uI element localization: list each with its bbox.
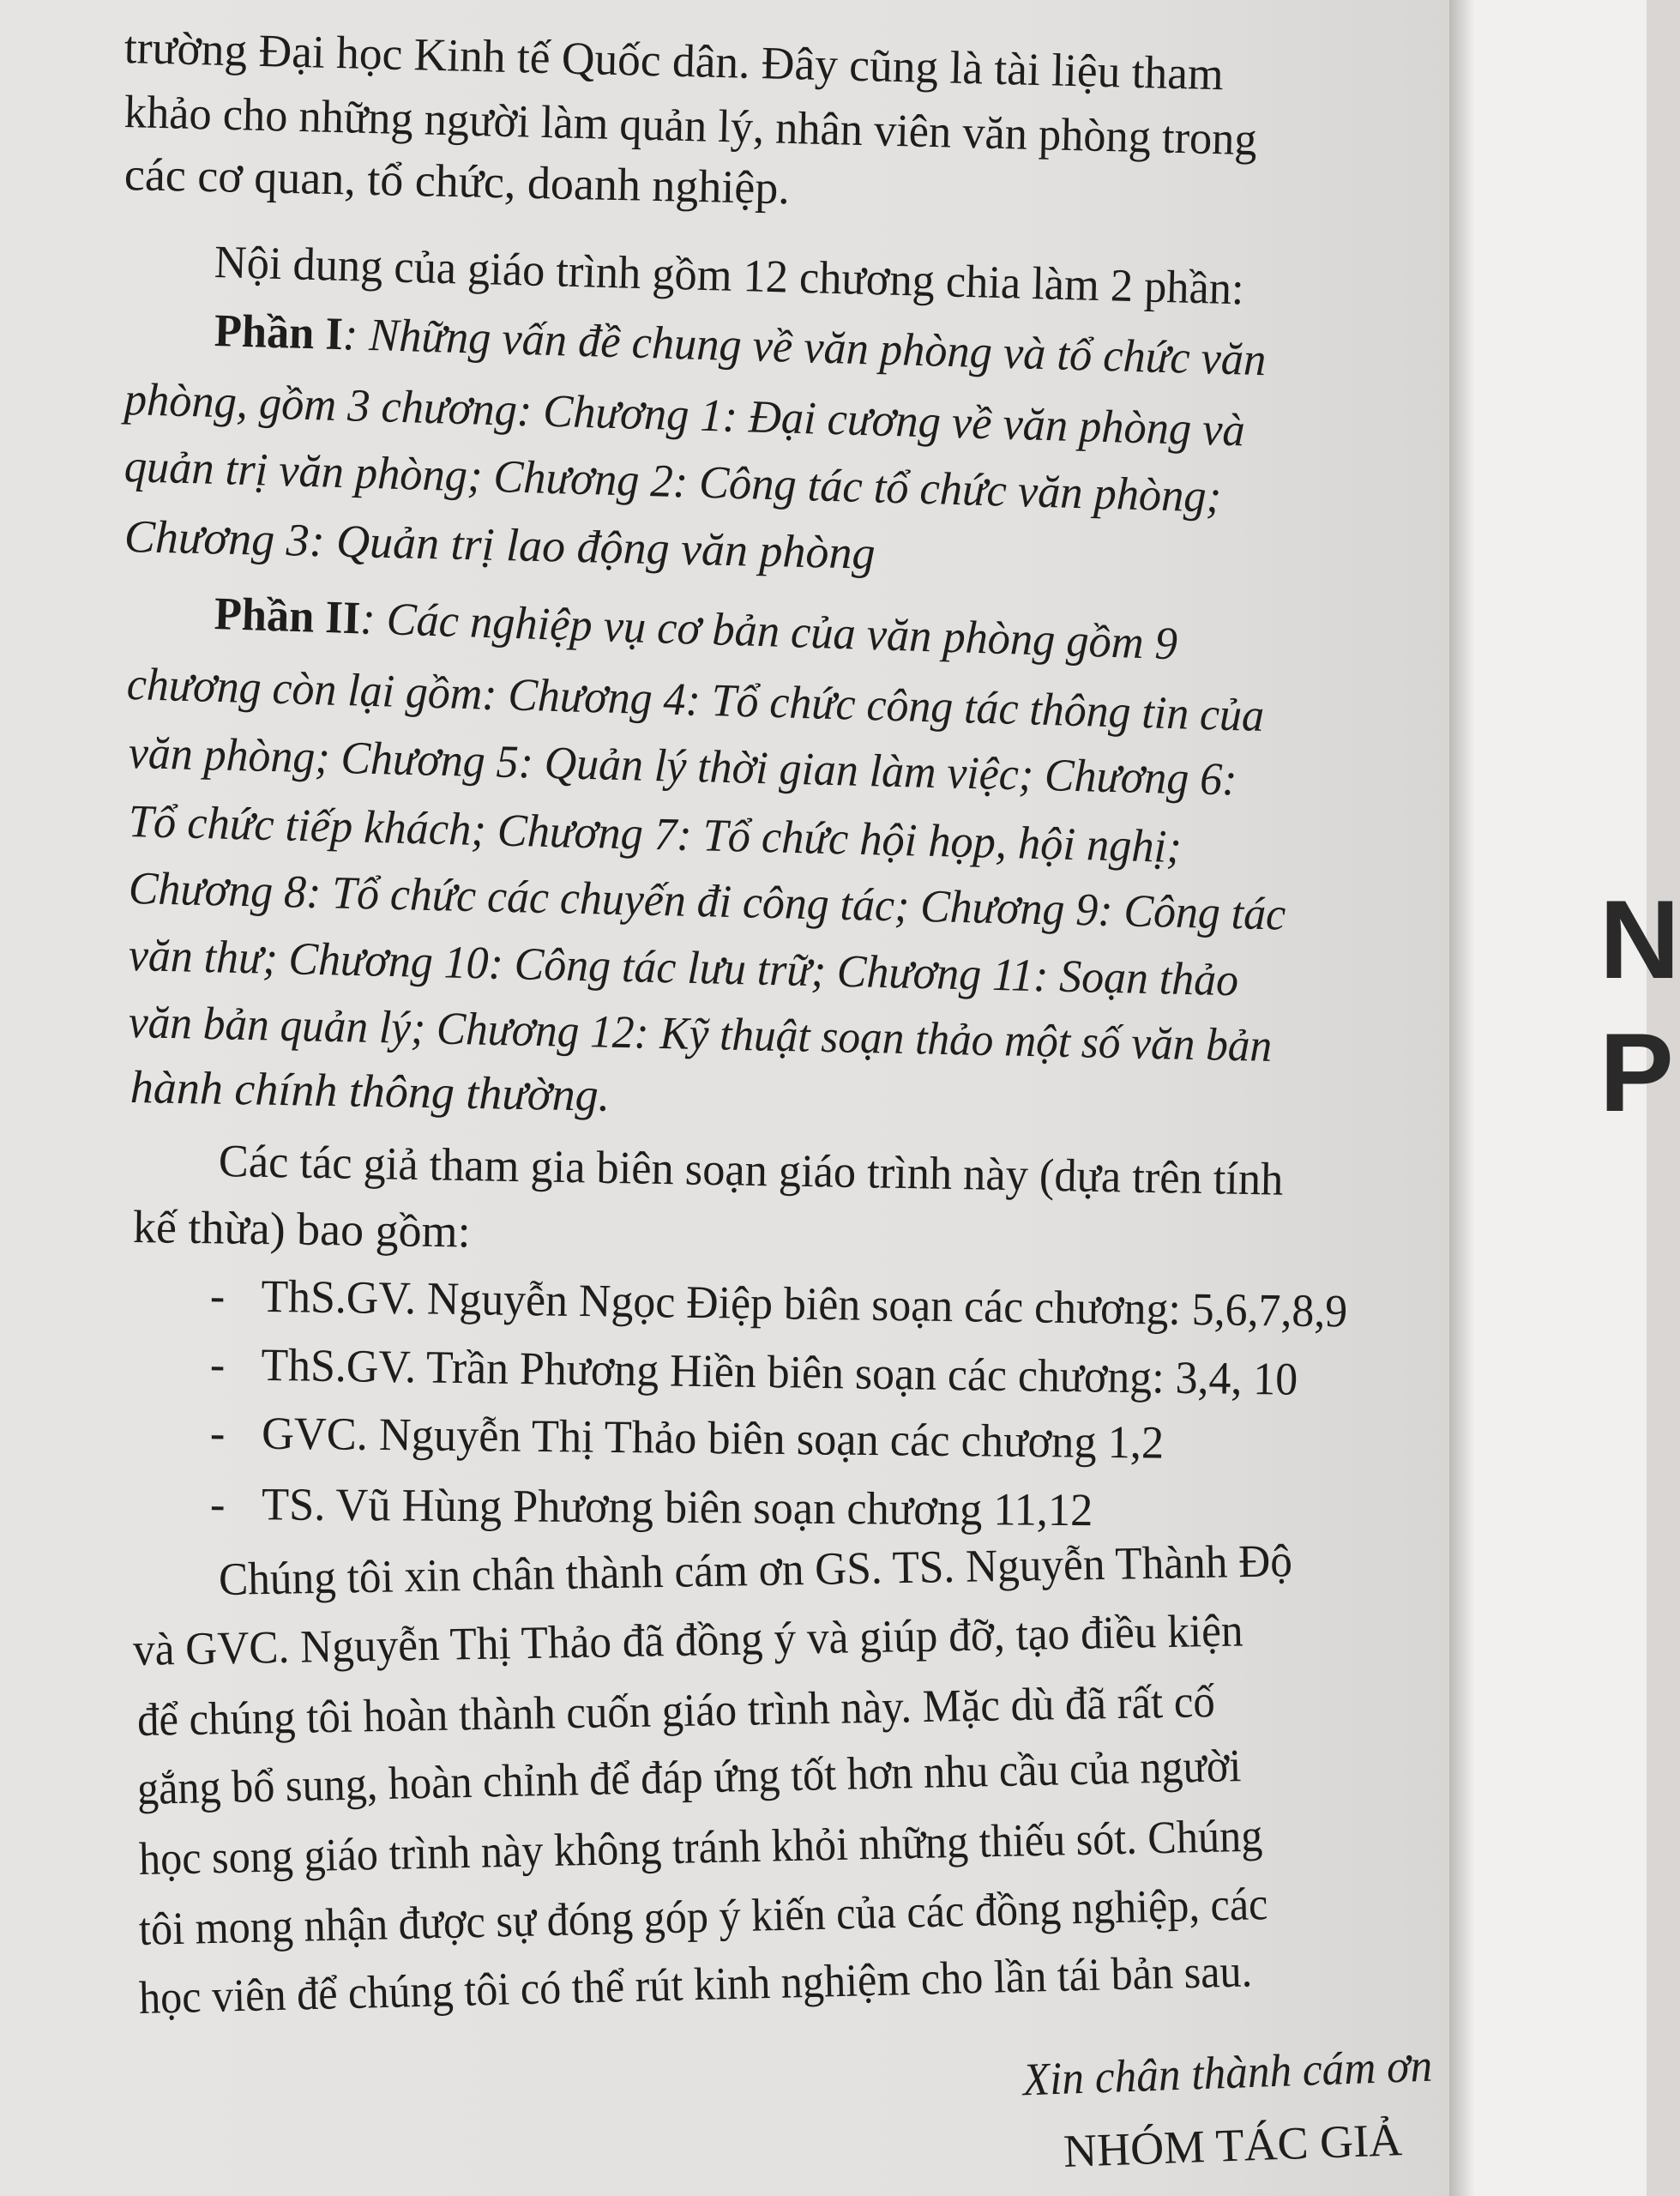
author-text: TS. Vũ Hùng Phương biên soạn chương 11,12 — [261, 1478, 1093, 1536]
text-line: Tổ chức tiếp khách; Chương 7: Tổ chức hội họp, hội nghị; — [128, 795, 1183, 872]
book-page-right — [1475, 0, 1680, 2196]
text-line: văn phòng; Chương 5: Quản lý thời gian làm việc; Chương 6: — [128, 727, 1238, 805]
text-line: Các tác giả tham gia biên soạn giáo trình này (dựa trên tính — [218, 1135, 1284, 1205]
text-line: hành chính thông thường. — [129, 1061, 611, 1121]
part-label: Phần I — [214, 305, 344, 360]
author-item — [210, 1334, 1298, 1409]
heading-letter: N — [1599, 877, 1680, 1002]
dash-bullet: - — [209, 1338, 226, 1391]
text-line: khảo cho những người làm quản lý, nhân viên văn phòng trong — [123, 86, 1258, 166]
text-line: để chúng tôi hoàn thành cuốn giáo trình này. Mặc dù đã rất cố — [136, 1675, 1216, 1746]
text-line: phòng, gồm 3 chương: Chương 1: Đại cương về văn phòng và — [123, 373, 1246, 456]
text-line: quản trị văn phòng; Chương 2: Công tác tổ chức văn phòng; — [123, 440, 1222, 522]
text-line: Chúng tôi xin chân thành cám ơn GS. TS. Nguyễn Thành Độ — [218, 1535, 1293, 1605]
text-line: kế thừa) bao gồm: — [132, 1201, 472, 1258]
text-line: văn thư; Chương 10: Công tác lưu trữ; Chương 11: Soạn thảo — [128, 929, 1239, 1006]
text-line: và GVC. Nguyễn Thị Thảo đã đồng ý và giúp đỡ, tạo điều kiện — [132, 1604, 1244, 1675]
text-line: văn bản quản lý; Chương 12: Kỹ thuật soạn thảo một số văn bản — [128, 996, 1273, 1071]
author-group: NHÓM TÁC GIẢ — [1063, 2114, 1403, 2177]
author-item — [210, 1403, 1165, 1473]
text-line: trường Đại học Kinh tế Quốc dân. Đây cũng là tài liệu tham — [123, 21, 1225, 100]
book-gutter — [1449, 0, 1475, 2196]
heading-letter: P — [1599, 1010, 1674, 1135]
part-title: : Những vấn đề chung về văn phòng và tổ chức văn — [342, 308, 1268, 386]
text-line: chương còn lại gồm: Chương 4: Tổ chức công tác thông tin của — [126, 658, 1265, 742]
author-text: ThS.GV. Nguyễn Ngọc Điệp biên soạn các chương: 5,6,7,8,9 — [261, 1270, 1348, 1337]
text-line: các cơ quan, tổ chức, doanh nghiệp. — [123, 148, 791, 214]
text-line: Chương 3: Quản trị lao động văn phòng — [123, 510, 876, 579]
author-item — [210, 1474, 1093, 1540]
text-line: tôi mong nhận được sự đóng góp ý kiến của các đồng nghiệp, các — [138, 1878, 1268, 1955]
text-line: học viên để chúng tôi có thể rút kinh nghiệm cho lần tái bản sau. — [138, 1945, 1253, 2024]
author-text: ThS.GV. Trần Phương Hiền biên soạn các chương: 3,4, 10 — [261, 1338, 1298, 1405]
author-item — [210, 1265, 1348, 1342]
text-line: Chương 8: Tổ chức các chuyến đi công tác; Chương 9: Công tác — [128, 862, 1286, 940]
text-line: học song giáo trình này không tránh khỏi những thiếu sót. Chúng — [138, 1809, 1263, 1885]
author-text: GVC. Nguyễn Thị Thảo biên soạn các chương 1,2 — [261, 1407, 1165, 1469]
part-label: Phần II — [214, 588, 362, 644]
text-line: Nội dung của giáo trình gồm 12 chương chia làm 2 phần: — [214, 236, 1245, 315]
dash-bullet: - — [209, 1478, 226, 1530]
dash-bullet: - — [209, 1270, 226, 1322]
text-line: gắng bổ sung, hoàn chỉnh để đáp ứng tốt hơn nhu cầu của người — [136, 1740, 1242, 1814]
closing-thanks: Xin chân thành cám ơn — [1021, 2039, 1434, 2106]
part-title: : Các nghiệp vụ cơ bản của văn phòng gồm 9 — [359, 592, 1178, 670]
dash-bullet: - — [209, 1407, 226, 1459]
